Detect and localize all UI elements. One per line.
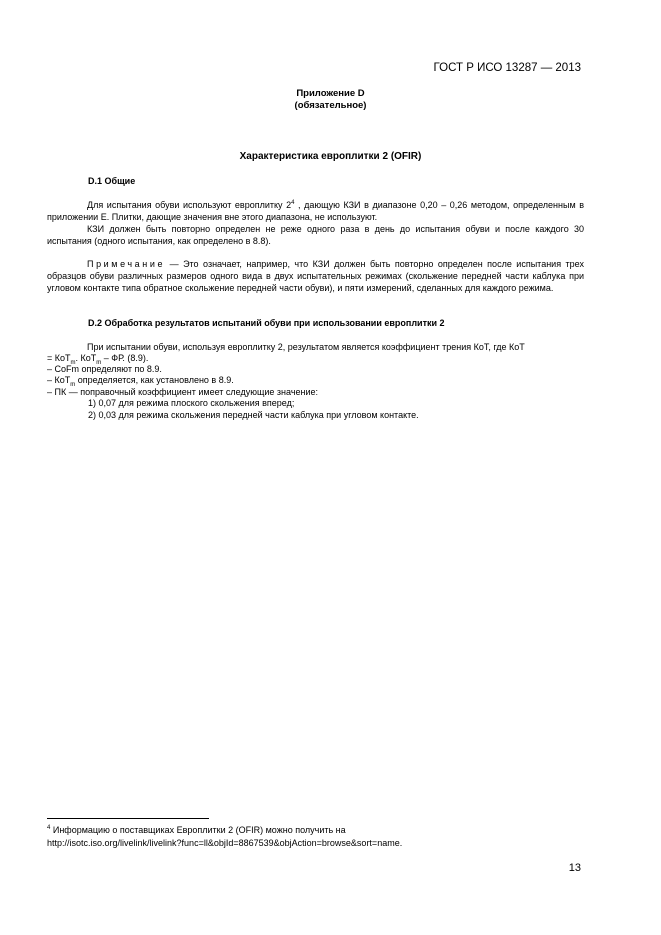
section-d2-intro: При испытании обуви, используя европлитку 2, результатом является коэффициент трения КоТ, где КоТ xyxy=(87,342,525,352)
p1-text-a: Для испытания обуви используют европлитку 2 xyxy=(87,200,292,210)
formula-subscript-2: m xyxy=(96,359,102,366)
section-d1-note xyxy=(47,258,584,294)
formula-line xyxy=(47,353,148,364)
annex-title: Характеристика европлитки 2 (OFIR) xyxy=(239,151,422,162)
sub-item-2: 2) 0,03 для режима скольжения передней части каблука при угловом контакте. xyxy=(88,410,419,420)
annex-label: Приложение D xyxy=(296,88,365,99)
annex-status: (обязательное) xyxy=(294,100,367,111)
note-text: — Это означает, например, что КЗИ должен быть повторно определен после испытания трех образцов обуви различных размеров одного вида в двух испытательных режимах (скольжение передней части каблука при угловом контакте типа обратное скольжение передней части обуви), и пяти измерений, сделанных для каждого режима. xyxy=(47,259,584,293)
item2-part-a: – КоТ xyxy=(47,375,71,385)
section-d1-paragraph-1 xyxy=(47,199,584,223)
section-d1-heading: D.1 Общие xyxy=(88,176,136,186)
list-item-3: – ПК — поправочный коэффициент имеет следующие значение: xyxy=(47,387,319,397)
sub-item-1: 1) 0,07 для режима плоского скольжения вперед; xyxy=(88,398,295,408)
p1-text-b: , дающую КЗИ в диапазоне 0,20 – 0,26 методом, определенным в приложении E. Плитки, дающие значения вне этого диапазона, не используют. xyxy=(47,200,584,222)
footnote-link[interactable]: http://isotc.iso.org/livelink/livelink?func=ll&objId=8867539&objAction=browse&sort=name. xyxy=(47,838,403,848)
footnote-mark: 4 xyxy=(47,825,51,831)
page-number: 13 xyxy=(568,862,581,874)
section-d2-heading: D.2 Обработка результатов испытаний обуви при использовании европлитки 2 xyxy=(88,318,445,328)
footnote-divider xyxy=(47,818,209,819)
note-label: Примечание xyxy=(87,259,166,269)
footnote-text: Информацию о поставщиках Европлитки 2 (OFIR) можно получить на xyxy=(50,825,346,835)
annex-heading xyxy=(0,88,661,112)
list-item-2 xyxy=(47,375,234,386)
item2-part-b: определяется, как установлено в 8.9. xyxy=(75,375,234,385)
formula-part-a: = КоТ xyxy=(47,353,71,363)
formula-part-b: . КоТ xyxy=(75,353,97,363)
footnote-line-1 xyxy=(47,824,346,836)
document-code: ГОСТ Р ИСО 13287 — 2013 xyxy=(433,62,581,74)
item2-subscript: m xyxy=(70,381,76,388)
list-item-1: – CoFm определяют по 8.9. xyxy=(47,364,162,374)
formula-part-c: – ФР. (8.9). xyxy=(101,353,149,363)
footnote-reference: 4 xyxy=(291,200,295,206)
formula-subscript-1: m xyxy=(70,359,76,366)
section-d1-paragraph-2: КЗИ должен быть повторно определен не реже одного раза в день до испытания обуви и после каждого 30 испытания (одного испытания, как определено в 8.8). xyxy=(47,224,584,246)
